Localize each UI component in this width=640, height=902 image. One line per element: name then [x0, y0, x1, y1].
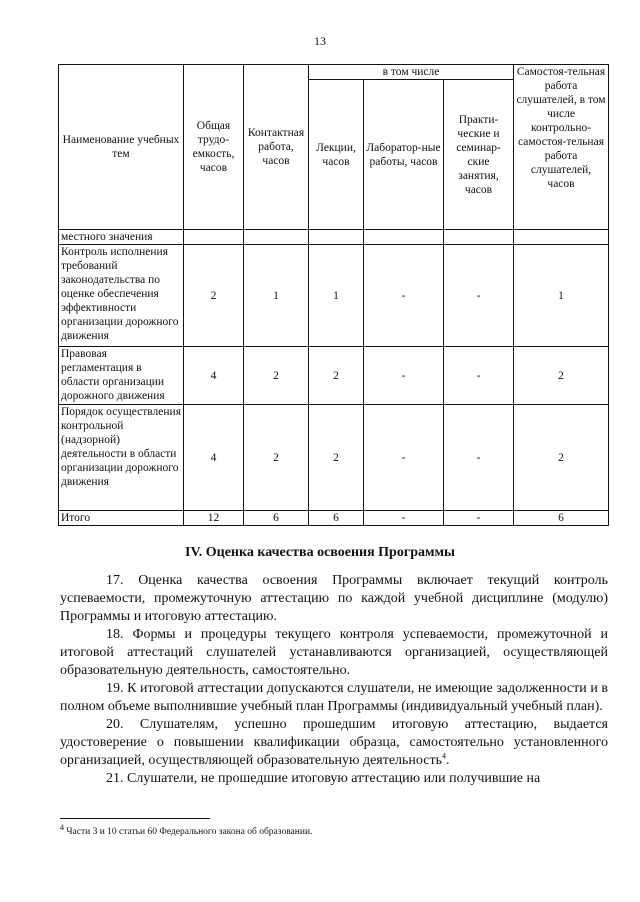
header-labs: Лаборатор-ные работы, часов: [364, 80, 444, 230]
contact-hours: 2: [244, 405, 309, 511]
table-row: [59, 245, 609, 347]
practical-hours: -: [444, 405, 514, 511]
total-hours: 4: [184, 405, 244, 511]
header-including-group: в том числе: [309, 65, 514, 80]
table-row: [59, 347, 609, 405]
total-hours: [184, 230, 244, 245]
header-contact-hours: Контактная работа, часов: [244, 65, 309, 230]
section-heading: IV. Оценка качества освоения Программы: [185, 545, 455, 560]
paragraph-18: 18. Формы и процедуры текущего контроля успеваемости, промежуточной и итоговой аттестаций слушателей устанавливаются организацией, осуществляющей образовательную деятельность, самостоятельно.: [60, 627, 608, 678]
paragraph-20: [60, 716, 608, 770]
contact-hours: [244, 230, 309, 245]
lecture-hours: 6: [309, 511, 364, 526]
footnote-divider: [60, 818, 210, 819]
header-lectures: Лекции, часов: [309, 80, 364, 230]
topic-name: Итого: [59, 511, 184, 526]
total-hours: 2: [184, 245, 244, 347]
self-study-hours: 1: [514, 245, 609, 347]
header-self-study: Самостоя-тельная работа слушателей, в том числе контрольно-самостоя-тельная работа слушателей, часов: [514, 65, 609, 230]
table-row: [59, 230, 609, 245]
paragraph-21: 21. Слушатели, не прошедшие итоговую аттестацию или получившие на: [106, 771, 541, 786]
contact-hours: 6: [244, 511, 309, 526]
paragraph-20-text: 20. Слушателям, успешно прошедшим итоговую аттестацию, выдается удостоверение о повышении квалификации образца, самостоятельно установленного организацией, осуществляющей образовательную деятельность: [60, 717, 608, 768]
footnote-text: Части 3 и 10 статьи 60 Федерального закона об образовании.: [66, 827, 313, 837]
practical-hours: -: [444, 347, 514, 405]
lab-hours: -: [364, 347, 444, 405]
footnote-reference[interactable]: 4: [441, 751, 446, 761]
topic-name: местного значения: [59, 230, 184, 245]
study-plan-table: [58, 64, 609, 526]
self-study-hours: 2: [514, 405, 609, 511]
topic-name: Контроль исполнения требований законодательства по оценке обеспечения эффективности организации дорожного движения: [59, 245, 184, 347]
table-row-total: [59, 511, 609, 526]
footnote: [60, 822, 620, 838]
lab-hours: -: [364, 405, 444, 511]
paragraph-20-end: .: [445, 753, 450, 768]
header-total-hours: Общая трудо-емкость, часов: [184, 65, 244, 230]
lecture-hours: [309, 230, 364, 245]
header-name: Наименование учебных тем: [59, 65, 184, 230]
practical-hours: [444, 230, 514, 245]
total-hours: 4: [184, 347, 244, 405]
section-body: [60, 572, 608, 788]
lab-hours: -: [364, 245, 444, 347]
table-row: [59, 405, 609, 511]
total-hours: 12: [184, 511, 244, 526]
footnote-number: 4: [60, 822, 64, 832]
practical-hours: -: [444, 245, 514, 347]
lecture-hours: 2: [309, 347, 364, 405]
lab-hours: [364, 230, 444, 245]
page-number: 13: [314, 34, 326, 48]
topic-name: Правовая регламентация в области организации дорожного движения: [59, 347, 184, 405]
self-study-hours: [514, 230, 609, 245]
practical-hours: -: [444, 511, 514, 526]
self-study-hours: 2: [514, 347, 609, 405]
topic-name: Порядок осуществления контрольной (надзорной) деятельности в области организации дорожного движения: [59, 405, 184, 511]
paragraph-19: 19. К итоговой аттестации допускаются слушатели, не имеющие задолженности и в полном объеме выполнившие учебный план Программы (индивидуальный учебный план).: [60, 681, 608, 714]
contact-hours: 2: [244, 347, 309, 405]
lecture-hours: 1: [309, 245, 364, 347]
paragraph-17: 17. Оценка качества освоения Программы включает текущий контроль успеваемости, промежуточную аттестацию по каждой учебной дисциплине (модулю) Программы и итоговую аттестацию.: [60, 573, 608, 624]
header-practical: Практи-ческие и семинар-ские занятия, часов: [444, 80, 514, 230]
lab-hours: -: [364, 511, 444, 526]
lecture-hours: 2: [309, 405, 364, 511]
contact-hours: 1: [244, 245, 309, 347]
self-study-hours: 6: [514, 511, 609, 526]
